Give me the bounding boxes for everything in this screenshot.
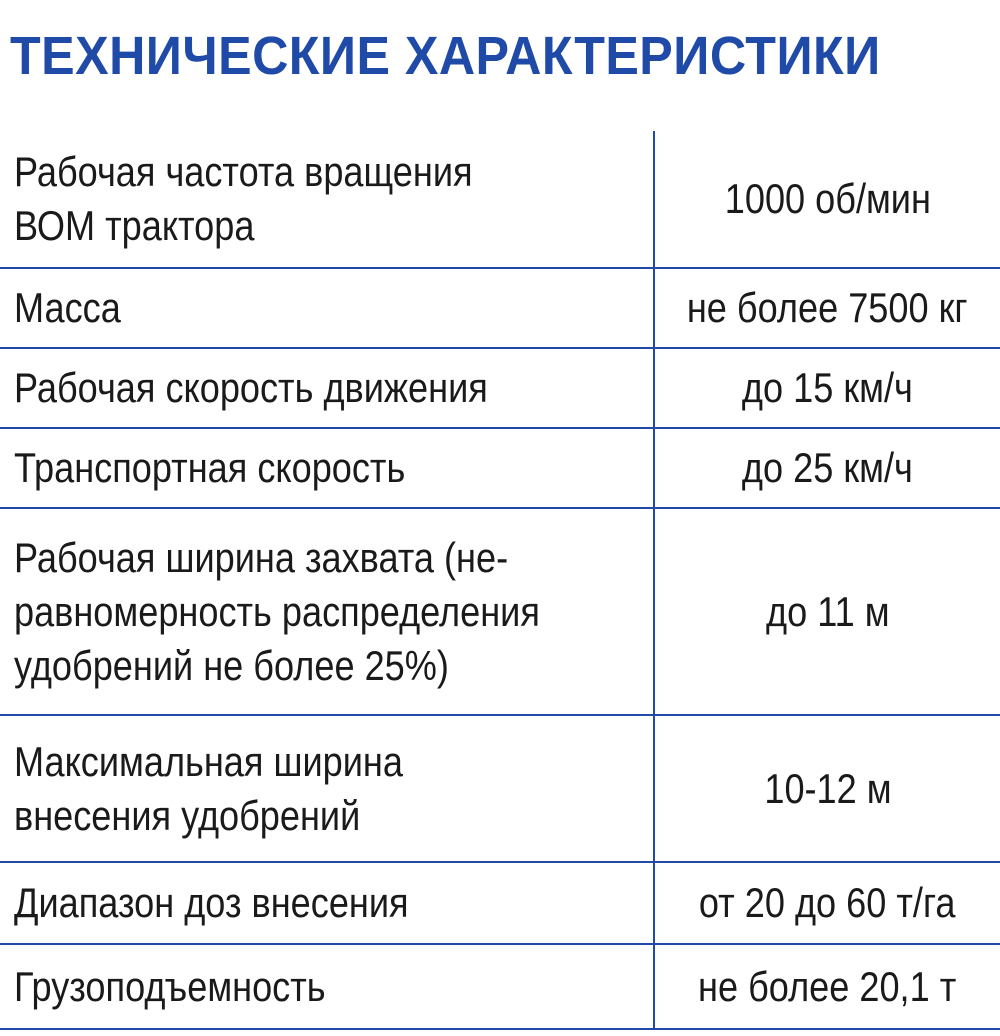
spec-value: не более 7500 кг: [687, 284, 968, 331]
spec-value: до 11 м: [765, 587, 890, 635]
table-row: [0, 509, 1000, 716]
spec-label: Грузоподъемность: [14, 962, 326, 1010]
spec-label: Максимальная ширина внесения удобрений: [14, 737, 403, 839]
spec-label: Диапазон доз внесения: [14, 879, 409, 926]
spec-value: до 15 км/ч: [742, 364, 913, 411]
spec-label: Транспортная скорость: [14, 444, 406, 491]
spec-label: Рабочая частота вращения ВОМ трактора: [14, 148, 473, 249]
table-row: [0, 945, 1000, 1030]
page-title: ТЕХНИЧЕСКИЕ ХАРАКТЕРИСТИКИ: [10, 26, 881, 86]
table-row: [0, 429, 1000, 509]
table-row: [0, 349, 1000, 429]
spec-value: 1000 об/мин: [724, 175, 931, 222]
table-row: [0, 269, 1000, 349]
spec-value: 10-12 м: [763, 764, 892, 812]
table-row: [0, 716, 1000, 863]
column-divider: [653, 131, 655, 1030]
spec-label: Рабочая скорость движения: [14, 364, 488, 411]
spec-value: до 25 км/ч: [742, 444, 913, 491]
spec-label: Масса: [14, 284, 121, 331]
spec-label: Рабочая ширина захвата (не- равномерность распределения удобрений не более 25%): [14, 533, 540, 689]
table-row: [0, 863, 1000, 945]
spec-value: от 20 до 60 т/га: [699, 879, 956, 926]
spec-value: не более 20,1 т: [698, 962, 957, 1010]
spec-table: [0, 131, 1000, 1030]
table-row: [0, 131, 1000, 269]
